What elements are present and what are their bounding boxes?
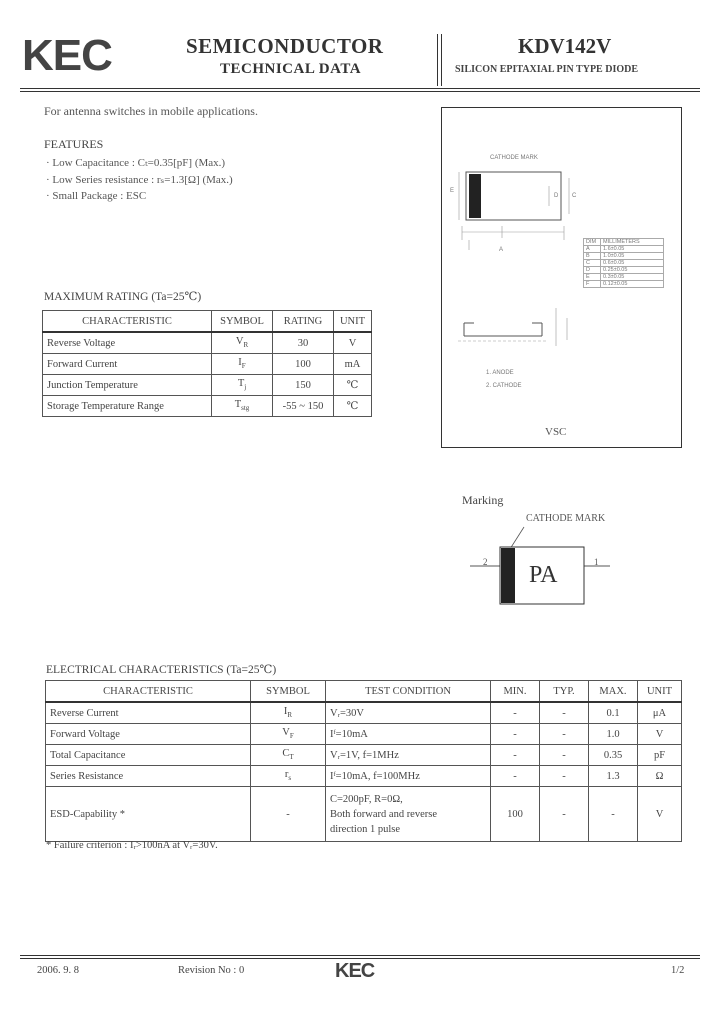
table-row <box>43 354 372 375</box>
cell-characteristic: Series Resistance <box>46 766 251 787</box>
features-title: FEATURES <box>44 137 104 151</box>
col-header: RATING <box>273 311 334 333</box>
dim-key: A <box>584 246 601 253</box>
cell-max: - <box>589 787 638 842</box>
table-row <box>46 702 682 724</box>
col-header: MAX. <box>589 681 638 703</box>
cell-symbol: $I_R$ <box>251 702 326 724</box>
header-title: SEMICONDUCTOR <box>186 34 384 58</box>
cell-min: - <box>491 745 540 766</box>
dim-value: 0.3±0.05 <box>601 274 664 281</box>
cell-symbol: $T_j$ <box>212 375 273 396</box>
esd-condition-line: direction 1 pulse <box>330 823 400 835</box>
table-row <box>46 745 682 766</box>
col-header: SYMBOL <box>251 681 326 703</box>
cell-symbol: $T_{stg}$ <box>212 396 273 417</box>
marking-cathode-band <box>501 548 515 603</box>
cell-max: 0.35 <box>589 745 638 766</box>
cell-symbol: $C_T$ <box>251 745 326 766</box>
esd-condition-line: Both forward and reverse <box>330 808 437 820</box>
header-divider <box>437 34 438 86</box>
cell-unit: ℃ <box>334 396 372 417</box>
cell-unit: mA <box>334 354 372 375</box>
cell-max: 1.0 <box>589 724 638 745</box>
cell-characteristic: ESD-Capability * <box>46 787 251 842</box>
dim-header-dim: DIM <box>584 239 601 246</box>
dimension-table <box>583 238 664 288</box>
cell-unit: V <box>334 332 372 354</box>
cell-rating: 100 <box>273 354 334 375</box>
col-header: CHARACTERISTIC <box>46 681 251 703</box>
cell-min: 100 <box>491 787 540 842</box>
cathode-mark-label: CATHODE MARK <box>490 155 538 161</box>
cell-typ: - <box>540 745 589 766</box>
table-row <box>46 766 682 787</box>
dim-label-a: A <box>499 247 504 253</box>
feature-item: · Low Series resistance : rₛ=1.3[Ω] (Max.) <box>46 174 233 186</box>
cell-characteristic: Forward Current <box>43 354 212 375</box>
dim-key: E <box>584 274 601 281</box>
dim-value: 1.0±0.05 <box>601 253 664 260</box>
col-header: UNIT <box>638 681 682 703</box>
package-name: VSC <box>545 426 567 438</box>
header-subtitle: TECHNICAL DATA <box>220 61 362 77</box>
cell-unit: ℃ <box>334 375 372 396</box>
table-row <box>46 724 682 745</box>
col-header: CHARACTERISTIC <box>43 311 212 333</box>
dim-label-d: D <box>554 193 559 199</box>
dim-value: 0.25±0.05 <box>601 267 664 274</box>
dim-key: C <box>584 260 601 267</box>
col-header: TEST CONDITION <box>326 681 491 703</box>
cell-symbol: $r_s$ <box>251 766 326 787</box>
electrical-table <box>45 680 682 842</box>
cell-characteristic: Reverse Voltage <box>43 332 212 354</box>
cell-symbol: $V_F$ <box>251 724 326 745</box>
max-rating-table <box>42 310 372 417</box>
footer-rule-2 <box>20 958 700 959</box>
cell-characteristic: Forward Voltage <box>46 724 251 745</box>
footer-rule <box>20 955 700 956</box>
cell-condition: Vᵣ=30V <box>326 702 491 724</box>
dim-label-c: C <box>572 193 577 199</box>
part-number: KDV142V <box>518 34 612 58</box>
table-row <box>43 375 372 396</box>
cell-symbol: $V_R$ <box>212 332 273 354</box>
cell-characteristic: Total Capacitance <box>46 745 251 766</box>
feature-item: · Small Package : ESC <box>46 190 147 202</box>
cell-symbol: - <box>251 787 326 842</box>
header-rule <box>20 88 700 89</box>
cell-unit: μA <box>638 702 682 724</box>
package-outline-box <box>441 107 682 448</box>
cell-condition: Iᶠ=10mA <box>326 724 491 745</box>
footer-revision: Revision No : 0 <box>178 965 245 976</box>
esd-condition-line: C=200pF, R=0Ω, <box>330 793 403 805</box>
cell-min: - <box>491 702 540 724</box>
cell-characteristic: Storage Temperature Range <box>43 396 212 417</box>
max-rating-title: MAXIMUM RATING (Ta=25℃) <box>44 291 202 303</box>
marking-label: Marking <box>462 493 504 507</box>
cell-min: - <box>491 766 540 787</box>
cell-condition: Iᶠ=10mA, f=100MHz <box>326 766 491 787</box>
dim-key: B <box>584 253 601 260</box>
cell-symbol: $I_F$ <box>212 354 273 375</box>
pin2-label: 2. CATHODE <box>486 383 522 389</box>
package-cathode-band <box>469 174 481 218</box>
cell-unit: Ω <box>638 766 682 787</box>
table-row-esd <box>46 787 682 842</box>
marking-pin1: 1 <box>594 557 599 567</box>
part-description: SILICON EPITAXIAL PIN TYPE DIODE <box>455 64 639 75</box>
cell-typ: - <box>540 724 589 745</box>
application-text: For antenna switches in mobile applications. <box>44 104 258 118</box>
col-header: UNIT <box>334 311 372 333</box>
cell-min: - <box>491 724 540 745</box>
cell-typ: - <box>540 702 589 724</box>
dim-key: F <box>584 281 601 288</box>
cell-max: 0.1 <box>589 702 638 724</box>
cell-rating: 30 <box>273 332 334 354</box>
cell-unit: V <box>638 724 682 745</box>
table-row <box>43 332 372 354</box>
col-header: MIN. <box>491 681 540 703</box>
footnote: * Failure criterion : Iᵣ>100nA at Vᵣ=30V. <box>46 840 218 851</box>
cell-rating: -55 ~ 150 <box>273 396 334 417</box>
electrical-title: ELECTRICAL CHARACTERISTICS (Ta=25℃) <box>46 664 277 676</box>
cell-characteristic: Reverse Current <box>46 702 251 724</box>
col-header: TYP. <box>540 681 589 703</box>
footer-kec-logo: KEC <box>335 960 375 982</box>
cell-typ: - <box>540 787 589 842</box>
cell-rating: 150 <box>273 375 334 396</box>
pin1-label: 1. ANODE <box>486 370 514 376</box>
col-header: SYMBOL <box>212 311 273 333</box>
cell-unit: pF <box>638 745 682 766</box>
dim-value: 0.6±0.05 <box>601 260 664 267</box>
dim-value: 0.12±0.05 <box>601 281 664 288</box>
cell-unit: V <box>638 787 682 842</box>
dim-header-mm: MILLIMETERS <box>601 239 664 246</box>
dim-key: D <box>584 267 601 274</box>
cell-condition <box>326 787 491 842</box>
dim-value: 1.6±0.05 <box>601 246 664 253</box>
cell-condition: Vᵣ=1V, f=1MHz <box>326 745 491 766</box>
marking-pin2: 2 <box>483 557 488 567</box>
dim-label-e: E <box>450 188 455 194</box>
footer-page: 1/2 <box>671 965 685 976</box>
feature-item: · Low Capacitance : Cₜ=0.35[pF] (Max.) <box>46 157 226 169</box>
cell-typ: - <box>540 766 589 787</box>
footer-date: 2006. 9. 8 <box>37 965 79 976</box>
cell-max: 1.3 <box>589 766 638 787</box>
cell-characteristic: Junction Temperature <box>43 375 212 396</box>
kec-logo: KEC <box>22 31 112 80</box>
header-rule-2 <box>20 91 700 92</box>
header-divider-2 <box>441 34 442 86</box>
table-row <box>43 396 372 417</box>
marking-code: PA <box>529 562 558 588</box>
marking-cathode-mark-label: CATHODE MARK <box>526 513 606 524</box>
